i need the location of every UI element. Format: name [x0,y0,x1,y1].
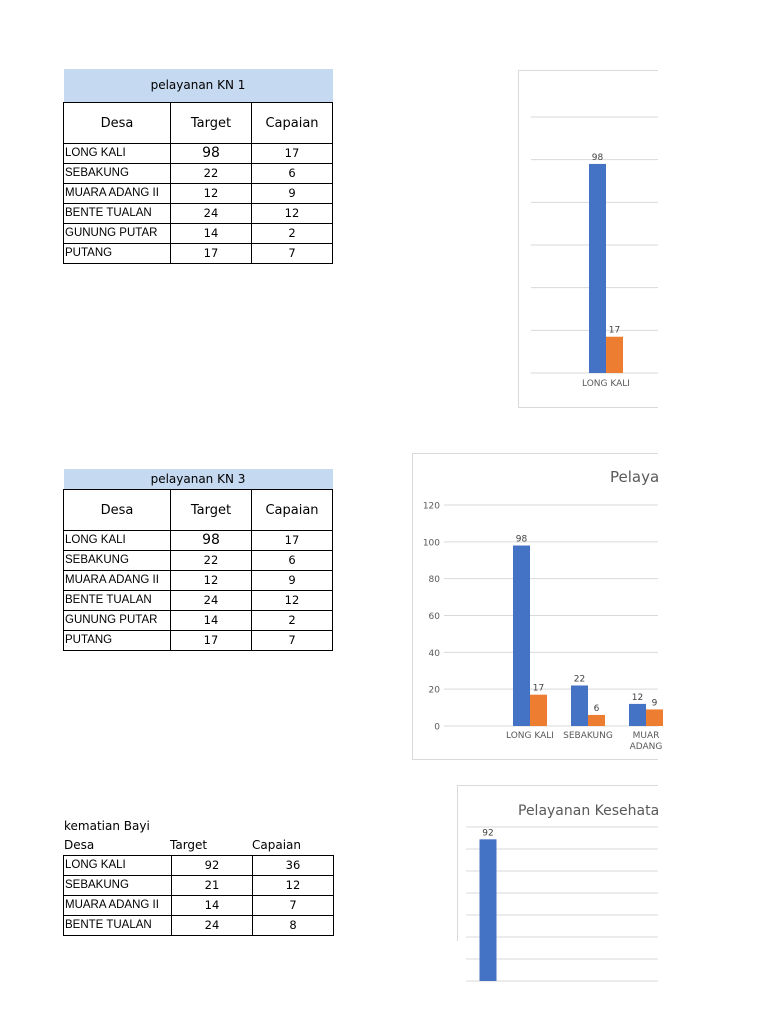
cell-capaian: 12 [252,591,333,611]
header-desa: Desa [64,103,171,144]
cell-desa: LONG KALI [64,856,172,876]
chart-kn3 [412,453,663,760]
chart-kn3-svg [413,454,663,759]
cell-target: 14 [171,611,252,631]
table-row [64,531,333,551]
cell-desa: LONG KALI [64,531,171,551]
table-row [64,244,333,264]
cell-capaian: 17 [252,531,333,551]
cell-capaian: 2 [252,224,333,244]
data-label: 98 [515,534,528,545]
cell-target: 24 [171,204,252,224]
y-tick-label: 40 [428,648,440,659]
cell-capaian: 6 [252,551,333,571]
table-row [64,611,333,631]
header-capaian: Capaian [252,103,333,144]
header-target: Target [171,103,252,144]
cell-target: 22 [171,551,252,571]
y-tick-label: 0 [434,722,440,733]
cell-desa: PUTANG [64,631,171,651]
header-target: Target [171,490,252,531]
category-label: MUAR [632,731,660,741]
cell-desa: SEBAKUNG [64,876,172,896]
y-tick-label: 60 [428,612,440,622]
table-row [64,856,334,876]
cell-desa: GUNUNG PUTAR [64,611,171,631]
cell-capaian: 36 [253,856,334,876]
table-pelayanan-kn3 [63,469,333,651]
category-label: SEBAKUNG [563,731,613,741]
cell-capaian: 9 [252,184,333,204]
cell-desa: MUARA ADANG II [64,184,171,204]
cell-desa: PUTANG [64,244,171,264]
cell-target: 12 [171,571,252,591]
table-row [64,591,333,611]
table-kematian-bayi [63,855,334,936]
data-label: 92 [482,828,494,839]
cell-target: 17 [171,244,252,264]
cell-capaian: 8 [253,916,334,936]
cell-capaian: 7 [252,244,333,264]
cell-desa: BENTE TUALAN [64,591,171,611]
chart-title: Pelaya [610,468,660,486]
cell-capaian: 12 [252,204,333,224]
cell-target: 22 [171,164,252,184]
y-tick-label: 80 [428,575,440,586]
cell-target: 12 [171,184,252,204]
data-label: 12 [631,692,644,703]
cell-desa: BENTE TUALAN [64,204,171,224]
data-label: 6 [593,703,600,714]
table-row [64,164,333,184]
table-header-row [64,103,333,144]
cell-capaian: 7 [252,631,333,651]
chart-kn1 [518,70,658,408]
cell-target: 98 [171,144,252,164]
table-row [64,916,334,936]
cell-desa: SEBAKUNG [64,551,171,571]
cell-target: 14 [171,224,252,244]
cell-desa: SEBAKUNG [64,164,171,184]
table-header-row [64,490,333,531]
cell-capaian: 7 [253,896,334,916]
table-title: pelayanan KN 3 [64,469,333,490]
cell-capaian: 17 [252,144,333,164]
table-row [64,631,333,651]
cell-target: 24 [172,916,253,936]
bar-capaian [588,715,605,726]
y-tick-label: 20 [428,685,440,696]
cell-desa: MUARA ADANG II [64,571,171,591]
cell-target: 17 [171,631,252,651]
header-capaian: Capaian [252,490,333,531]
table-pelayanan-kn1 [63,69,333,264]
y-tick-label: 120 [422,501,440,512]
y-tick-label: 100 [422,538,440,549]
cell-capaian: 12 [253,876,334,896]
cell-target: 98 [171,531,252,551]
cell-target: 24 [171,591,252,611]
table-title: pelayanan KN 1 [64,69,333,103]
table-row [64,204,333,224]
data-label: 9 [651,698,658,709]
table-row [64,224,333,244]
header-desa: Desa [64,490,171,531]
chart-kematian-bayi [457,785,658,941]
chart-kn1-svg [519,71,658,407]
chart-kematian-bayi-svg [458,786,658,941]
cell-target: 21 [172,876,253,896]
cell-desa: LONG KALI [64,144,171,164]
data-label: 17 [532,683,545,694]
table-row [64,144,333,164]
category-label: LONG KALI [582,379,630,389]
bar-target [513,546,530,726]
cell-target: 92 [172,856,253,876]
cell-capaian: 6 [252,164,333,184]
bar-target [480,839,497,981]
cell-desa: BENTE TUALAN [64,916,172,936]
cell-capaian: 9 [252,571,333,591]
bar-capaian [606,337,623,373]
chart-title: Pelayanan Kesehata [518,803,660,819]
data-label: 17 [608,325,621,336]
table-row [64,571,333,591]
table-row [64,896,334,916]
table-row [64,184,333,204]
cell-desa: MUARA ADANG II [64,896,172,916]
table-kematian-bayi-title: kematian Bayi [64,819,150,833]
data-label: 98 [591,152,604,163]
header-capaian: Capaian [252,838,301,852]
cell-desa: GUNUNG PUTAR [64,224,171,244]
category-label: LONG KALI [506,731,554,741]
data-label: 22 [573,674,586,685]
table-row [64,876,334,896]
bar-target [571,685,588,726]
bar-target [589,164,606,373]
category-label: ADANG [629,742,663,752]
bar-capaian [646,709,663,726]
bar-capaian [530,695,547,726]
bar-target [629,704,646,726]
header-target: Target [170,838,208,852]
cell-target: 14 [172,896,253,916]
header-desa: Desa [64,838,95,852]
cell-capaian: 2 [252,611,333,631]
table-row [64,551,333,571]
